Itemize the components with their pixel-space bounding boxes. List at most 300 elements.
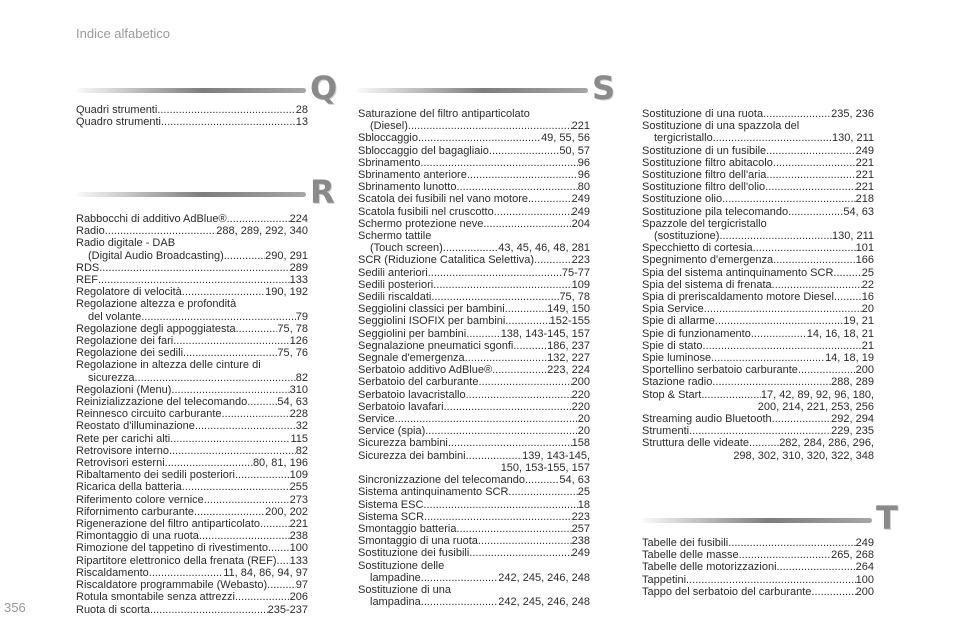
entry-label: Retrovisore interno: [76, 444, 169, 457]
entry-pages: 229, 235: [831, 425, 874, 438]
entry-pages: 235-237: [267, 603, 308, 616]
index-entry-line: [358, 511, 590, 523]
leader-dots: [788, 206, 843, 218]
entry-label: Reostato d'illuminazione: [76, 420, 195, 433]
entry-pages: 223: [571, 510, 590, 523]
entry-label: Spie di allarme: [642, 315, 715, 328]
leader-dots: [235, 469, 290, 481]
entry-pages: 149, 150: [547, 303, 590, 316]
leader-dots: [199, 530, 290, 542]
entry-label: Struttura delle videate: [642, 437, 750, 450]
index-entry-line: [76, 104, 308, 116]
leader-dots: [466, 328, 500, 340]
leader-dots: [505, 315, 549, 327]
entry-label: Spegnimento d'emergenza: [642, 254, 774, 267]
entry-pages: 200: [855, 585, 874, 598]
leader-dots: [798, 364, 856, 376]
index-entry-line: [76, 311, 308, 323]
entry-pages: 17, 42, 89, 92, 96, 180,: [760, 388, 874, 401]
index-entry-line: [358, 486, 590, 498]
section-letter: S: [592, 69, 616, 107]
index-entry: [76, 506, 308, 518]
leader-dots: [170, 433, 290, 445]
section-heading-q: [76, 70, 338, 106]
index-entry: [76, 347, 308, 359]
entry-pages: 220: [571, 400, 590, 413]
entry-label: Sedili anteriori: [358, 266, 428, 279]
index-entry: [358, 193, 590, 205]
leader-dots: [224, 250, 265, 262]
index-entry: [76, 591, 308, 603]
entry-pages: 43, 45, 46, 48, 281: [498, 242, 590, 255]
index-entry: [358, 401, 590, 413]
index-entry: [358, 352, 590, 364]
leader-dots: [534, 254, 572, 266]
entry-pages: 221: [289, 518, 308, 531]
entry-label: Sostituzione dei fusibili: [358, 547, 470, 560]
section-letter: T: [876, 499, 898, 537]
entry-pages: 257: [571, 522, 590, 535]
leader-dots: [765, 181, 855, 193]
entry-pages: 265, 268: [831, 549, 874, 562]
entry-label: Sicurezza dei bambini: [358, 449, 466, 462]
entry-label: Ricarica della batteria: [76, 481, 182, 494]
leader-dots: [719, 230, 832, 242]
leader-dots: [505, 303, 547, 315]
index-entry: [642, 169, 874, 181]
leader-dots: [465, 352, 547, 364]
entry-label: Seggiolini classici per bambini: [358, 303, 505, 316]
index-entry-line: [358, 499, 590, 511]
leader-dots: [834, 291, 862, 303]
leader-dots: [99, 262, 289, 274]
index-entry-line: [642, 364, 874, 376]
entry-label: Sostituzione filtro abitacolo: [642, 156, 773, 169]
index-entry-line: [76, 250, 308, 262]
index-entry: [358, 364, 590, 376]
entry-label: Sincronizzazione del telecomando: [358, 474, 525, 487]
leader-dots: [525, 474, 559, 486]
entry-label: Sistema ESC: [358, 498, 424, 511]
index-entry-line: [358, 193, 590, 205]
index-entry: [642, 586, 874, 598]
entry-label: lampadine: [370, 571, 421, 584]
entry-label: Radio: [76, 225, 105, 238]
entry-label: Sbrinamento anteriore: [358, 169, 467, 182]
index-entry: [76, 384, 308, 396]
index-entry-line: [642, 291, 874, 303]
index-entry-line: [642, 242, 874, 254]
index-entry: [76, 469, 308, 481]
index-entry: [642, 364, 874, 376]
index-entry-line: [358, 450, 590, 462]
entry-label: Sostituzione di una ruota: [642, 108, 764, 120]
entry-pages: 14, 16, 18, 21: [806, 327, 874, 340]
index-entry-line: [358, 364, 590, 376]
leader-dots: [773, 254, 856, 266]
entry-label: Sbrinamento: [358, 156, 421, 169]
leader-dots: [513, 340, 547, 352]
index-entry: [358, 425, 590, 437]
index-entry: [358, 499, 590, 511]
index-entry-line: [76, 225, 308, 237]
entry-label: REF: [76, 274, 98, 287]
index-entry-line: [642, 352, 874, 364]
index-entry: [642, 206, 874, 218]
leader-dots: [268, 542, 290, 554]
index-entry: [358, 437, 590, 449]
index-entry-line: [642, 230, 874, 242]
index-entry: [642, 279, 874, 291]
index-entry-line: [358, 181, 590, 193]
leader-dots: [456, 523, 571, 535]
entry-pages: 133: [289, 274, 308, 287]
entry-pages: 238: [289, 530, 308, 543]
index-entry-line: [358, 596, 590, 608]
index-entry: [358, 303, 590, 315]
index-entry: [358, 547, 590, 559]
index-entry: [642, 291, 874, 303]
index-entry-line: [358, 120, 590, 132]
entry-pages: 310: [289, 383, 308, 396]
entry-label: Specchietto di cortesia: [642, 242, 753, 255]
entry-label: SCR (Riduzione Catalitica Selettiva): [358, 254, 535, 267]
section-heading-t: [642, 500, 904, 536]
entry-label: Service: [358, 413, 395, 426]
entry-label: Sbloccaggio del bagagliaio: [358, 144, 489, 157]
entry-label: Sicurezza bambini: [358, 437, 448, 450]
leader-dots: [763, 108, 831, 120]
entry-pages: 130, 211: [831, 132, 874, 145]
leader-dots: [469, 547, 571, 559]
index-entry-line: [642, 108, 874, 120]
index-entry: [76, 494, 308, 506]
entry-pages: 290, 291: [265, 249, 308, 262]
entry-pages: 25: [861, 266, 874, 279]
entry-pages: 115: [290, 432, 308, 445]
entry-label: Riferimento colore vernice: [76, 493, 204, 506]
index-entry: [642, 145, 874, 157]
entry-label: Streaming audio Bluetooth: [642, 413, 772, 426]
leader-dots: [466, 389, 572, 401]
index-column-q: [76, 104, 308, 128]
index-entry-line: [642, 340, 874, 352]
entry-label: Service (spia): [358, 425, 426, 438]
entry-pages: 25: [577, 486, 590, 499]
entry-label: Rotula smontabile senza attrezzi: [76, 591, 235, 604]
entry-pages: 242, 245, 246, 248: [498, 596, 590, 609]
leader-dots: [478, 376, 571, 388]
entry-label: Spia di preriscaldamento motore Diesel: [642, 291, 834, 304]
entry-label: Scatola fusibili nel cruscotto: [358, 205, 494, 218]
leader-dots: [98, 274, 290, 286]
index-entry: [358, 181, 590, 193]
leader-dots: [811, 586, 855, 598]
index-entry: [76, 104, 308, 116]
index-entry: [358, 560, 590, 584]
section-heading-r: [76, 174, 338, 210]
leader-dots: [424, 511, 572, 523]
index-entry-line: [358, 413, 590, 425]
index-entry-line: [358, 303, 590, 315]
index-entry-line: [358, 389, 590, 401]
section-rule: [76, 88, 306, 93]
entry-pages: 218: [855, 193, 874, 206]
entry-pages: 186, 237: [547, 339, 590, 352]
index-entry-line: [358, 535, 590, 547]
leader-dots: [777, 561, 856, 573]
entry-label: Regolatore di velocità: [76, 286, 182, 299]
index-entry-line: [358, 352, 590, 364]
leader-dots: [456, 181, 577, 193]
entry-label: Sostituzione delle: [358, 559, 445, 572]
entry-label: Smontaggio batteria: [358, 522, 457, 535]
leader-dots: [150, 604, 268, 616]
index-entry-line: [642, 574, 874, 586]
leader-dots: [141, 311, 296, 323]
entry-label: Stop & Start: [642, 388, 702, 401]
leader-dots: [712, 376, 831, 388]
index-entry-line: [642, 181, 874, 193]
entry-label: Regolazione altezza e profondità: [76, 298, 237, 311]
index-entry: [358, 279, 590, 291]
index-entry-line: [358, 218, 590, 230]
leader-dots: [431, 291, 559, 303]
index-entry: [76, 359, 308, 383]
leader-dots: [227, 213, 290, 225]
index-column-s: [358, 108, 590, 608]
entry-pages: 221: [571, 120, 590, 133]
entry-pages: 100: [289, 542, 308, 555]
entry-label: Reinizializzazione del telecomando: [76, 396, 248, 409]
index-entry-line: [642, 267, 874, 279]
entry-label: Reinnesco circuito carburante: [76, 408, 222, 421]
index-entry: [358, 157, 590, 169]
entry-label: Tabelle dei fusibili: [642, 537, 729, 549]
index-entry-line: [76, 323, 308, 335]
section-rule: [76, 192, 306, 197]
index-entry-line: [76, 262, 308, 274]
entry-label: Sportellino serbatoio carburante: [642, 364, 798, 377]
entry-pages-continued: 298, 302, 310, 320, 322, 348: [733, 449, 874, 462]
entry-label: tergicristallo: [654, 132, 713, 145]
index-entry-line: [358, 169, 590, 181]
entry-pages: 75, 78: [277, 322, 308, 335]
entry-label: Regolazione dei sedili: [76, 347, 184, 360]
index-entry-line: [358, 437, 590, 449]
index-entry-line: [358, 572, 590, 584]
leader-dots: [183, 347, 277, 359]
page-header-title: Indice alfabetico: [76, 26, 170, 41]
index-entry: [358, 315, 590, 327]
entry-pages: 249: [571, 547, 590, 560]
index-entry: [642, 193, 874, 205]
index-entry: [76, 518, 308, 530]
entry-pages: 200: [571, 376, 590, 389]
index-entry-line: [76, 286, 308, 298]
entry-label: Tabelle delle motorizzazioni: [642, 561, 777, 574]
entry-pages: 152-155: [549, 315, 590, 328]
section-letter: Q: [310, 69, 338, 107]
index-entry: [642, 537, 874, 549]
index-entry: [76, 335, 308, 347]
index-entry: [642, 108, 874, 120]
index-entry: [76, 530, 308, 542]
entry-label: Quadri strumenti: [76, 104, 158, 116]
section-rule: [642, 518, 872, 523]
entry-pages: 221: [855, 156, 874, 169]
entry-label: Strumenti: [642, 425, 690, 438]
entry-label: sicurezza: [88, 371, 135, 384]
index-entry-line: [76, 445, 308, 457]
index-entry: [642, 303, 874, 315]
entry-pages: 139, 143-145,: [522, 449, 590, 462]
index-entry-line: [358, 267, 590, 279]
index-entry-line: [358, 145, 590, 157]
index-entry: [76, 116, 308, 128]
index-entry-line: [76, 372, 308, 384]
entry-pages: 138, 143-145, 157: [500, 327, 590, 340]
entry-pages: 292, 294: [831, 413, 874, 426]
index-entry: [76, 262, 308, 274]
entry-label: Seggiolini ISOFIX per bambini: [358, 315, 506, 328]
entry-label: Sbloccaggio: [358, 132, 418, 145]
leader-dots: [418, 132, 541, 144]
leader-dots: [421, 596, 498, 608]
entry-label: Spazzole del tergicristallo: [642, 217, 767, 230]
entry-pages: 132, 227: [547, 352, 590, 365]
entry-pages: 109: [571, 278, 590, 291]
leader-dots: [448, 437, 572, 449]
entry-pages: 200: [855, 364, 874, 377]
leader-dots: [157, 104, 295, 116]
leader-dots: [423, 499, 577, 511]
leader-dots: [492, 364, 547, 376]
entry-label: Sbrinamento lunotto: [358, 181, 457, 194]
leader-dots: [773, 157, 856, 169]
entry-label: Stazione radio: [642, 376, 713, 389]
leader-dots: [182, 481, 290, 493]
entry-label: Regolazione dei fari: [76, 335, 174, 348]
entry-label: Rifornimento carburante: [76, 505, 195, 518]
index-entry: [358, 328, 590, 340]
entry-pages: 158: [571, 437, 590, 450]
entry-pages: 249: [571, 193, 590, 206]
index-entry-line: [76, 481, 308, 493]
entry-pages-continued: 150, 153-155, 157: [500, 461, 590, 474]
entry-label: Sostituzione di un fusibile: [642, 144, 767, 157]
index-entry: [76, 579, 308, 591]
entry-label: Sistema antinquinamento SCR: [358, 486, 509, 499]
index-entry-line: [642, 193, 874, 205]
entry-pages: 11, 84, 86, 94, 97: [223, 566, 308, 579]
leader-dots: [686, 574, 856, 586]
entry-label: Sostituzione olio: [642, 193, 723, 206]
leader-dots: [421, 572, 498, 584]
entry-pages: 54, 63: [559, 474, 590, 487]
entry-pages: 80: [577, 181, 590, 194]
index-entry: [642, 315, 874, 327]
entry-label: Quadro strumenti: [76, 116, 161, 129]
index-entry: [642, 389, 874, 413]
index-entry-line: [642, 389, 874, 401]
leader-dots: [443, 242, 498, 254]
index-entry-line: [76, 604, 308, 616]
leader-dots: [494, 206, 572, 218]
section-rule: [356, 88, 588, 93]
entry-pages: 238: [571, 535, 590, 548]
index-entry: [358, 218, 590, 230]
index-entry-line: [76, 579, 308, 591]
leader-dots: [753, 242, 856, 254]
index-column-r: [76, 213, 308, 616]
entry-pages: 288, 289, 292, 340: [216, 225, 308, 238]
entry-pages: 221: [855, 181, 874, 194]
index-entry-line: [358, 425, 590, 437]
index-entry-line: [642, 169, 874, 181]
entry-label: Riscaldamento: [76, 566, 149, 579]
entry-pages: 255: [289, 481, 308, 494]
entry-pages: 16: [861, 291, 874, 304]
leader-dots: [134, 372, 295, 384]
leader-dots: [165, 457, 253, 469]
entry-label: Regolazioni (Menu): [76, 383, 172, 396]
entry-label: (Touch screen): [370, 242, 443, 255]
index-entry-line: [358, 132, 590, 144]
index-entry: [642, 157, 874, 169]
index-entry: [76, 542, 308, 554]
entry-label: Regolazione degli appoggiatesta: [76, 322, 236, 335]
index-entry: [358, 535, 590, 547]
index-entry-line: [358, 401, 590, 413]
entry-pages: 220: [571, 388, 590, 401]
entry-pages: 126: [289, 335, 308, 348]
index-entry: [358, 291, 590, 303]
entry-label: Rimozione del tappetino di rivestimento: [76, 542, 268, 555]
leader-dots: [161, 116, 296, 128]
leader-dots: [489, 145, 560, 157]
leader-dots: [689, 425, 831, 437]
entry-pages: 54, 63: [843, 205, 874, 218]
entry-label: Ripartitore elettronico della frenata (REF): [76, 554, 277, 567]
index-entry: [358, 486, 590, 498]
index-entry: [358, 450, 590, 474]
index-entry: [642, 437, 874, 461]
index-entry-line: [642, 254, 874, 266]
entry-label: Segnalazione pneumatici sgonfi: [358, 339, 514, 352]
entry-label: Serbatoio del carburante: [358, 376, 479, 389]
index-entry: [642, 254, 874, 266]
entry-label: Spie di funzionamento: [642, 327, 751, 340]
index-entry-line: [76, 457, 308, 469]
entry-label: RDS: [76, 261, 100, 274]
entry-label: Spia del sistema antinquinamento SCR: [642, 266, 834, 279]
index-entry-line: [76, 530, 308, 542]
entry-label: Regolazione in altezza delle cinture di: [76, 359, 261, 372]
index-entry: [642, 574, 874, 586]
index-entry-line: [642, 145, 874, 157]
index-entry-line: [358, 279, 590, 291]
leader-dots: [766, 145, 856, 157]
leader-dots: [247, 396, 277, 408]
index-entry-line: [358, 376, 590, 388]
entry-pages: 100: [855, 573, 874, 586]
leader-dots: [444, 401, 572, 413]
entry-label: Sostituzione filtro dell'olio: [642, 181, 766, 194]
index-entry-line: [76, 420, 308, 432]
entry-label: (Diesel): [370, 120, 408, 133]
leader-dots: [195, 420, 296, 432]
